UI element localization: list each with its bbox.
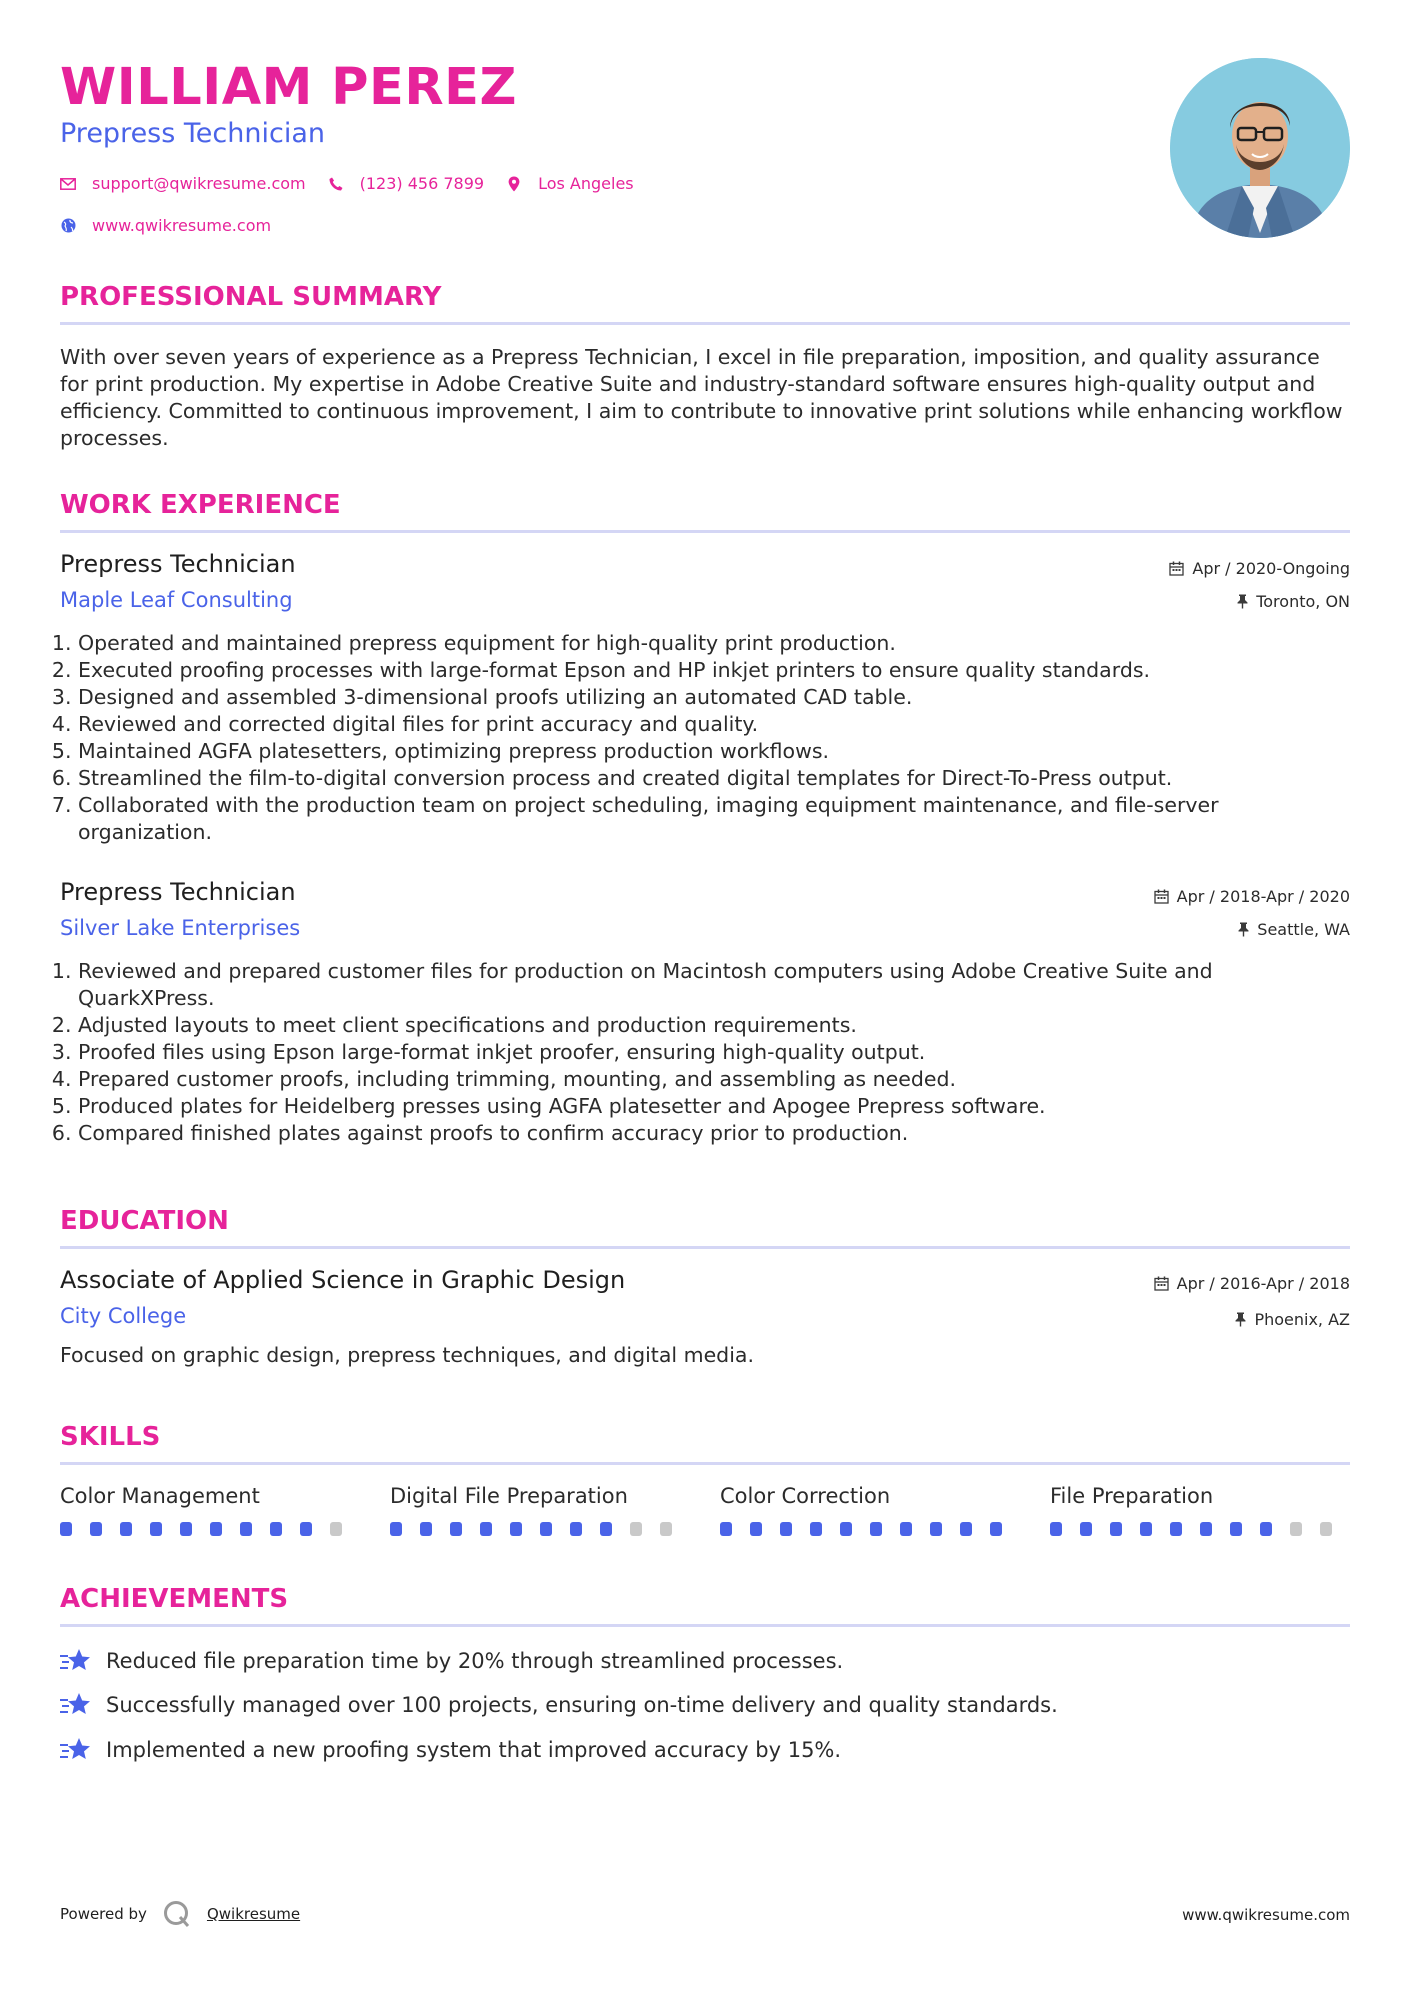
pushpin-icon	[1237, 594, 1248, 609]
skill-dot-filled	[210, 1522, 222, 1536]
education-heading: EDUCATION	[60, 1206, 229, 1236]
duty-item: 6. Streamlined the film-to-digital conversion process and created digital templates for Direct-To-Press output.	[78, 765, 1348, 792]
contact-email[interactable]	[60, 174, 306, 193]
skill-dot-filled	[720, 1522, 732, 1536]
education-dates-text: Apr / 2016-Apr / 2018	[1176, 1274, 1350, 1293]
email-text: support@qwikresume.com	[92, 174, 306, 193]
skill-dot-filled	[270, 1522, 282, 1536]
skill-dot-filled	[450, 1522, 462, 1536]
achievement-text: Reduced file preparation time by 20% through streamlined processes.	[106, 1649, 844, 1673]
section-divider	[60, 1462, 1350, 1465]
globe-icon	[60, 218, 76, 234]
achievement-text: Successfully managed over 100 projects, ensuring on-time delivery and quality standards.	[106, 1693, 1058, 1717]
contact-phone[interactable]	[328, 174, 484, 193]
job-location-text: Seattle, WA	[1257, 920, 1350, 939]
contact-website[interactable]	[60, 216, 271, 235]
contact-location	[506, 174, 634, 193]
skill-rating	[720, 1522, 1020, 1536]
job-location	[1237, 592, 1350, 611]
achievement-text: Implemented a new proofing system that improved accuracy by 15%.	[106, 1738, 842, 1762]
profile-photo	[1170, 58, 1350, 238]
job-title: Prepress Technician	[60, 878, 296, 906]
skill-dot-empty	[330, 1522, 342, 1536]
map-pin-icon	[506, 176, 522, 192]
skill-dot-empty	[1290, 1522, 1302, 1536]
calendar-icon	[1154, 1276, 1169, 1291]
duty-item: 5. Produced plates for Heidelberg presses using AGFA platesetter and Apogee Prepress software.	[78, 1093, 1348, 1120]
skill-dot-filled	[150, 1522, 162, 1536]
duty-item: 1. Reviewed and prepared customer files for production on Macintosh computers using Adobe Creative Suite and QuarkXPress.	[78, 958, 1348, 1012]
skill-name: Digital File Preparation	[390, 1484, 628, 1508]
skill-dot-filled	[1050, 1522, 1062, 1536]
achievement-item	[60, 1690, 1058, 1720]
duty-item: 1. Operated and maintained prepress equipment for high-quality print production.	[78, 630, 1348, 657]
skill-dot-filled	[1260, 1522, 1272, 1536]
job-dates-text: Apr / 2020-Ongoing	[1192, 559, 1350, 578]
skill-dot-filled	[1080, 1522, 1092, 1536]
duty-item: 6. Compared finished plates against proofs to confirm accuracy prior to production.	[78, 1120, 1348, 1147]
achievement-item	[60, 1646, 843, 1676]
skill-name: Color Correction	[720, 1484, 891, 1508]
skill-dot-filled	[300, 1522, 312, 1536]
phone-text: (123) 456 7899	[359, 174, 485, 193]
skill-rating	[60, 1522, 360, 1536]
skill-dot-filled	[390, 1522, 402, 1536]
skill-dot-filled	[840, 1522, 852, 1536]
skill-dot-filled	[1200, 1522, 1212, 1536]
company-name: Silver Lake Enterprises	[60, 916, 301, 940]
skill-dot-filled	[1230, 1522, 1242, 1536]
skill-rating	[1050, 1522, 1350, 1536]
company-name: Maple Leaf Consulting	[60, 588, 293, 612]
duty-item: 4. Prepared customer proofs, including trimming, mounting, and assembling as needed.	[78, 1066, 1348, 1093]
brand-link[interactable]: Qwikresume	[206, 1905, 301, 1923]
section-divider	[60, 1624, 1350, 1627]
achievements-heading: ACHIEVEMENTS	[60, 1584, 289, 1614]
degree-title: Associate of Applied Science in Graphic Design	[60, 1266, 626, 1294]
job-dates-text: Apr / 2018-Apr / 2020	[1176, 887, 1350, 906]
skill-dot-filled	[870, 1522, 882, 1536]
website-text: www.qwikresume.com	[92, 216, 272, 235]
duty-item: 4. Reviewed and corrected digital files for print accuracy and quality.	[78, 711, 1348, 738]
skill-item	[390, 1484, 690, 1536]
skill-dot-empty	[1320, 1522, 1332, 1536]
skill-dot-filled	[570, 1522, 582, 1536]
job-location	[1238, 920, 1350, 939]
job-dates	[1154, 887, 1350, 906]
summary-heading: PROFESSIONAL SUMMARY	[60, 282, 442, 312]
job-dates	[1169, 559, 1350, 578]
skill-dot-filled	[540, 1522, 552, 1536]
star-icon	[60, 1735, 92, 1765]
star-icon	[60, 1646, 92, 1676]
school-name: City College	[60, 1304, 187, 1328]
duty-item: 2. Adjusted layouts to meet client specifications and production requirements.	[78, 1012, 1348, 1039]
powered-by-label: Powered by	[60, 1905, 147, 1923]
phone-icon	[328, 176, 344, 192]
education-location	[1235, 1310, 1350, 1329]
duty-item: 2. Executed proofing processes with large-format Epson and HP inkjet printers to ensure quality standards.	[78, 657, 1348, 684]
skill-dot-filled	[990, 1522, 1002, 1536]
skill-dot-filled	[420, 1522, 432, 1536]
skill-dot-empty	[660, 1522, 672, 1536]
duty-item: 7. Collaborated with the production team on project scheduling, imaging equipment maintenance, and file-server organization.	[78, 792, 1348, 846]
section-divider	[60, 530, 1350, 533]
skill-item	[720, 1484, 1020, 1536]
skill-dot-filled	[240, 1522, 252, 1536]
job-duties-list	[60, 630, 1348, 846]
contact-row	[60, 174, 656, 193]
skill-dot-empty	[630, 1522, 642, 1536]
location-text: Los Angeles	[538, 174, 634, 193]
calendar-icon	[1154, 889, 1169, 904]
skill-dot-filled	[1140, 1522, 1152, 1536]
skill-rating	[390, 1522, 690, 1536]
skill-dot-filled	[780, 1522, 792, 1536]
section-divider	[60, 322, 1350, 325]
envelope-icon	[60, 176, 76, 192]
experience-heading: WORK EXPERIENCE	[60, 490, 341, 520]
skill-dot-filled	[1170, 1522, 1182, 1536]
skill-dot-filled	[960, 1522, 972, 1536]
duty-item: 3. Designed and assembled 3-dimensional proofs utilizing an automated CAD table.	[78, 684, 1348, 711]
job-location-text: Toronto, ON	[1256, 592, 1350, 611]
skill-name: File Preparation	[1050, 1484, 1214, 1508]
skill-dot-filled	[600, 1522, 612, 1536]
achievement-item	[60, 1735, 841, 1765]
summary-text: With over seven years of experience as a Prepress Technician, I excel in file preparation, imposition, and quality assurance for print production. My expertise in Adobe Creative Suite and industry-standard software ensures high-quality output and efficiency. Committed to continuous improvement, I aim to contribute to innovative print solutions while enhancing workflow processes.	[60, 345, 1343, 450]
skill-dot-filled	[60, 1522, 72, 1536]
contact-row-website	[60, 216, 293, 235]
skill-item	[60, 1484, 360, 1536]
pushpin-icon	[1235, 1312, 1246, 1327]
section-divider	[60, 1246, 1350, 1249]
skill-dot-filled	[120, 1522, 132, 1536]
candidate-title: Prepress Technician	[60, 118, 325, 149]
star-icon	[60, 1690, 92, 1720]
education-location-text: Phoenix, AZ	[1254, 1310, 1350, 1329]
qwikresume-logo-icon	[163, 1900, 191, 1928]
skill-name: Color Management	[60, 1484, 260, 1508]
job-title: Prepress Technician	[60, 550, 296, 578]
skill-dot-filled	[480, 1522, 492, 1536]
skill-dot-filled	[930, 1522, 942, 1536]
job-duties-list	[60, 958, 1348, 1147]
skill-dot-filled	[180, 1522, 192, 1536]
education-description: Focused on graphic design, prepress techniques, and digital media.	[60, 1343, 754, 1367]
skills-heading: SKILLS	[60, 1422, 161, 1452]
skill-dot-filled	[810, 1522, 822, 1536]
skill-item	[1050, 1484, 1350, 1536]
calendar-icon	[1169, 561, 1184, 576]
skill-dot-filled	[510, 1522, 522, 1536]
footer-url[interactable]: www.qwikresume.com	[1182, 1906, 1350, 1924]
candidate-name: WILLIAM PEREZ	[60, 58, 517, 117]
skill-dot-filled	[1110, 1522, 1122, 1536]
skill-dot-filled	[90, 1522, 102, 1536]
duty-item: 3. Proofed files using Epson large-format inkjet proofer, ensuring high-quality output.	[78, 1039, 1348, 1066]
pushpin-icon	[1238, 922, 1249, 937]
education-dates	[1154, 1274, 1350, 1293]
footer-powered-by	[60, 1900, 300, 1928]
duty-item: 5. Maintained AGFA platesetters, optimizing prepress production workflows.	[78, 738, 1348, 765]
skill-dot-filled	[750, 1522, 762, 1536]
skill-dot-filled	[900, 1522, 912, 1536]
